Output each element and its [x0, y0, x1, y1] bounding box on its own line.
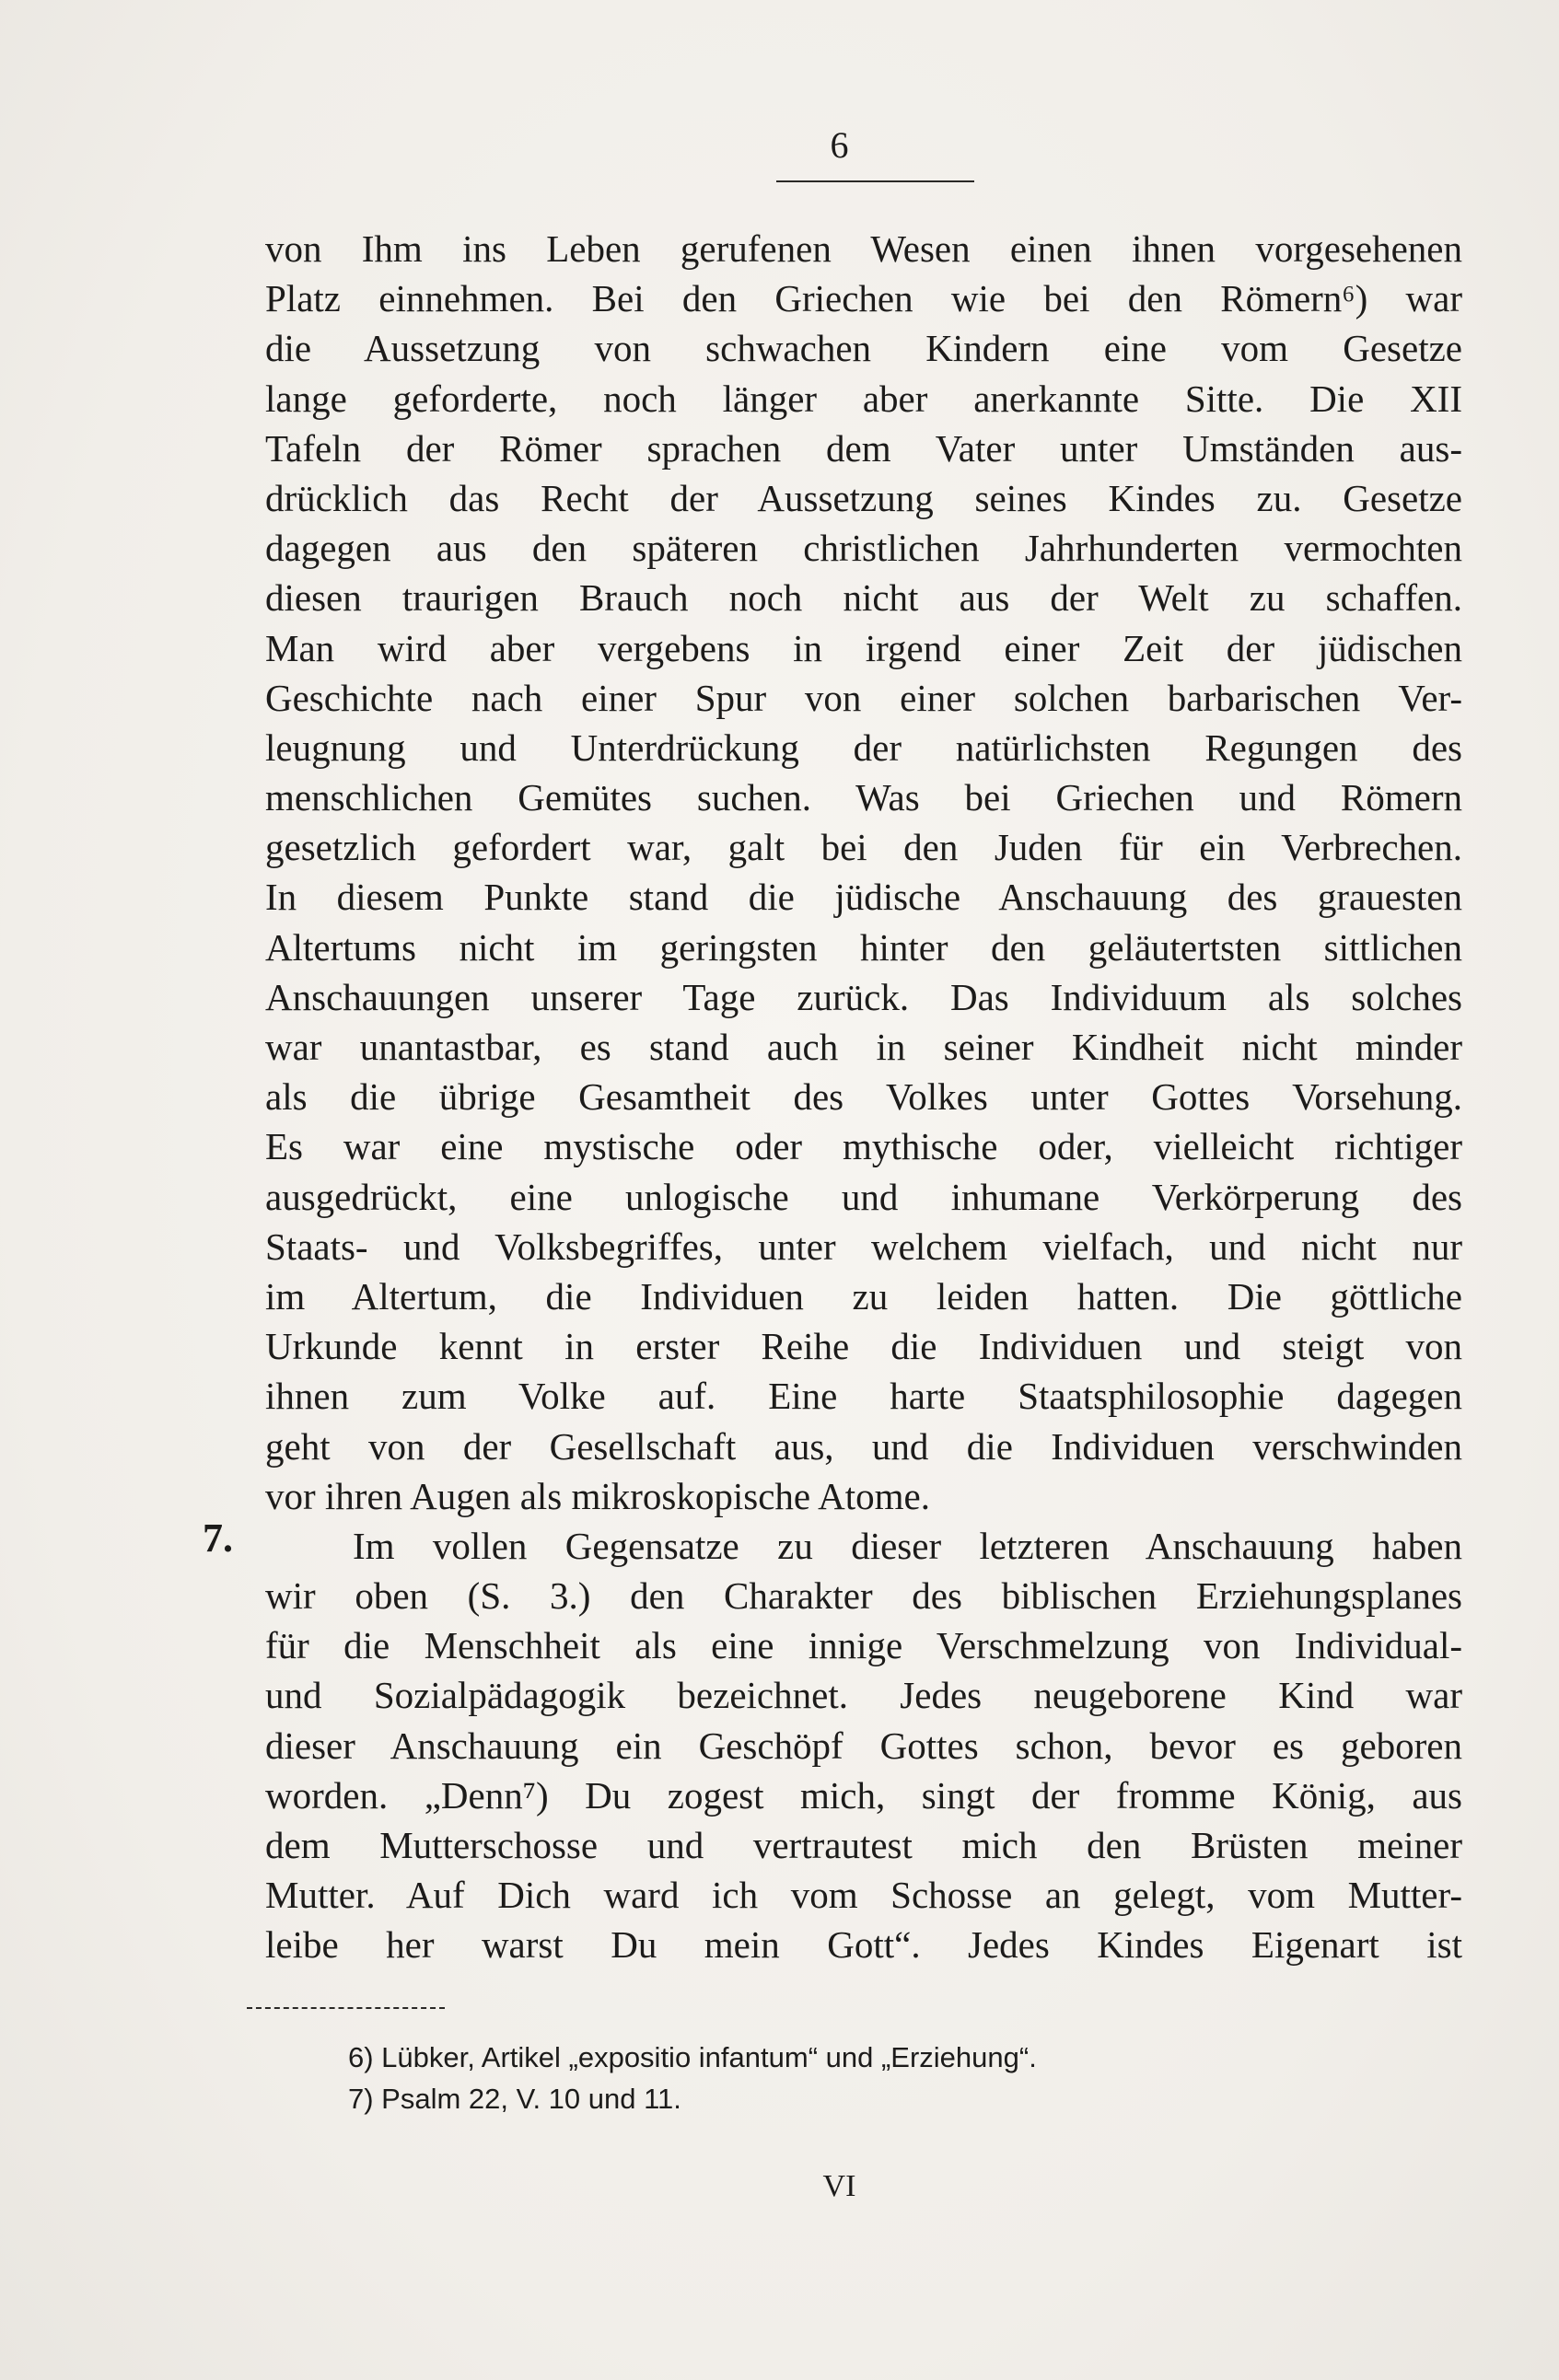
text-line: wir oben (S. 3.) den Charakter des biblischen Erziehungsplanes — [265, 1574, 1462, 1618]
footnote-rule — [247, 2007, 445, 2009]
text-line: im Altertum, die Individuen zu leiden hatten. Die göttliche — [265, 1274, 1462, 1318]
footnote: 7) Psalm 22, V. 10 und 11. — [348, 2083, 681, 2115]
text-line: geht von der Gesellschaft aus, und die Individuen verschwinden — [265, 1424, 1462, 1468]
text-line: für die Menschheit als eine innige Verschmelzung von Individual- — [265, 1624, 1462, 1667]
text-line: In diesem Punkte stand die jüdische Anschauung des grauesten — [265, 876, 1462, 919]
text-line: Altertums nicht im geringsten hinter den geläutertsten sittlichen — [265, 925, 1462, 969]
text-line: drücklich das Recht der Aussetzung seines Kindes zu. Gesetze — [265, 476, 1462, 519]
text-line: Urkunde kennt in erster Reihe die Individuen und steigt von — [265, 1325, 1462, 1368]
text-line: Es war eine mystische oder mythische oder, vielleicht richtiger — [265, 1125, 1462, 1168]
signature-mark: VI — [822, 2169, 856, 2203]
section-number: 7. — [203, 1515, 233, 1561]
text-line: gesetzlich gefordert war, galt bei den Juden für ein Verbrechen. — [265, 826, 1462, 869]
text-line: ausgedrückt, eine unlogische und inhumane Verkörperung des — [265, 1175, 1462, 1218]
text-line: Staats- und Volksbegriffes, unter welchem vielfach, und nicht nur — [265, 1225, 1462, 1268]
header-rule — [776, 180, 974, 182]
page-number: 6 — [830, 124, 849, 166]
paragraph-main — [265, 224, 1462, 1970]
footnotes — [348, 2037, 1407, 2119]
text-line: Platz einnehmen. Bei den Griechen wie bei den Römern⁶) war — [265, 277, 1462, 320]
text-line: Mutter. Auf Dich ward ich vom Schosse an gelegt, vom Mutter- — [265, 1874, 1462, 1917]
text-line: vor ihren Augen als mikroskopische Atome. — [265, 1474, 930, 1517]
text-line: worden. „Denn⁷) Du zogest mich, singt der fromme König, aus — [265, 1773, 1462, 1817]
text-line: dagegen aus den späteren christlichen Jahrhunderten vermochten — [265, 527, 1462, 570]
text-line: Tafeln der Römer sprachen dem Vater unter Umständen aus- — [265, 426, 1462, 470]
text-line: Man wird aber vergebens in irgend einer Zeit der jüdischen — [265, 626, 1462, 669]
text-line: die Aussetzung von schwachen Kindern eine vom Gesetze — [265, 327, 1462, 370]
text-line: Im vollen Gegensatze zu dieser letzteren Anschauung haben — [353, 1524, 1462, 1567]
text-line: als die übrige Gesamtheit des Volkes unter Gottes Vorsehung. — [265, 1075, 1462, 1119]
text-line: ihnen zum Volke auf. Eine harte Staatsphilosophie dagegen — [265, 1375, 1462, 1418]
text-line: war unantastbar, es stand auch in seiner Kindheit nicht minder — [265, 1026, 1462, 1068]
text-line: Anschauungen unserer Tage zurück. Das Individuum als solches — [265, 975, 1462, 1018]
text-line: diesen traurigen Brauch noch nicht aus der Welt zu schaffen. — [265, 576, 1462, 620]
text-line: menschlichen Gemütes suchen. Was bei Griechen und Römern — [265, 776, 1462, 819]
text-line: dem Mutterschosse und vertrautest mich den Brüsten meiner — [265, 1824, 1462, 1866]
text-line: lange geforderte, noch länger aber anerkannte Sitte. Die XII — [265, 377, 1462, 420]
text-line: von Ihm ins Leben gerufenen Wesen einen ihnen vorgesehenen — [265, 227, 1462, 270]
text-line: Geschichte nach einer Spur von einer solchen barbarischen Ver- — [265, 676, 1462, 719]
footnote: 6) Lübker, Artikel „expositio infantum“ und „Erziehung“. — [348, 2041, 1037, 2073]
text-line: leibe her warst Du mein Gott“. Jedes Kindes Eigenart ist — [265, 1923, 1462, 1967]
text-line: dieser Anschauung ein Geschöpf Gottes schon, bevor es geboren — [265, 1724, 1462, 1767]
text-line: und Sozialpädagogik bezeichnet. Jedes neugeborene Kind war — [265, 1674, 1462, 1717]
text-line: leugnung und Unterdrückung der natürlichsten Regungen des — [265, 726, 1462, 769]
